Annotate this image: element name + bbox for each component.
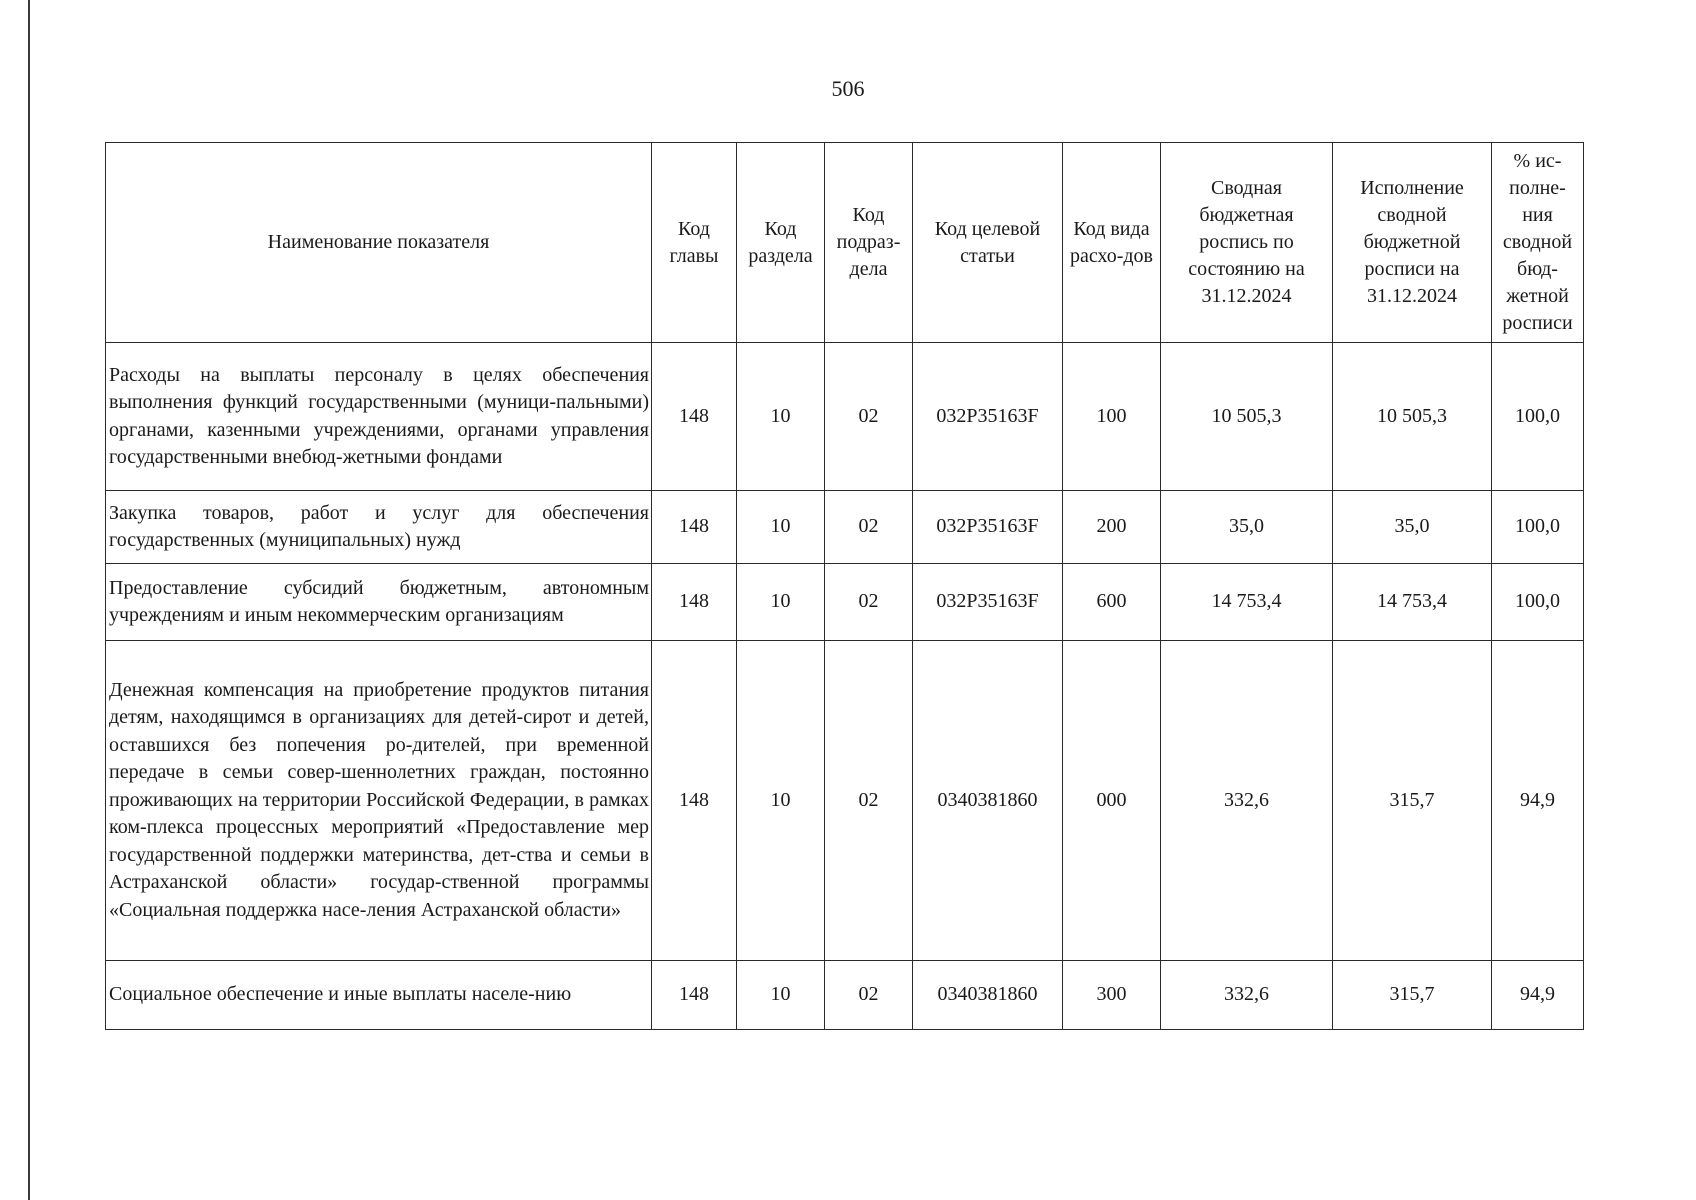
row-budget-value: 35,0: [1161, 491, 1333, 564]
row-target-article-code: 032P35163F: [913, 491, 1063, 564]
row-expense-type-code: 200: [1063, 491, 1161, 564]
row-expense-type-code: 300: [1063, 961, 1161, 1030]
table-row: [106, 491, 1584, 564]
row-execution-value: 10 505,3: [1333, 343, 1492, 491]
row-subsection-code: 02: [825, 491, 913, 564]
header-chapter-code: Код главы: [652, 143, 737, 343]
scan-edge-line: [28, 0, 30, 1200]
row-chapter-code: 148: [652, 641, 737, 961]
row-section-code: 10: [737, 564, 825, 641]
row-subsection-code: 02: [825, 343, 913, 491]
table-row: [106, 564, 1584, 641]
header-budget-list: Сводная бюджетная роспись по состоянию на 31.12.2024: [1161, 143, 1333, 343]
row-target-article-code: 0340381860: [913, 961, 1063, 1030]
row-target-article-code: 0340381860: [913, 641, 1063, 961]
row-percent-value: 94,9: [1492, 961, 1584, 1030]
row-section-code: 10: [737, 961, 825, 1030]
header-name: Наименование показателя: [106, 143, 652, 343]
row-target-article-code: 032P35163F: [913, 343, 1063, 491]
row-subsection-code: 02: [825, 564, 913, 641]
row-section-code: 10: [737, 641, 825, 961]
row-expense-type-code: 000: [1063, 641, 1161, 961]
header-target-article-code: Код целевой статьи: [913, 143, 1063, 343]
row-chapter-code: 148: [652, 491, 737, 564]
row-execution-value: 14 753,4: [1333, 564, 1492, 641]
row-name: Социальное обеспечение и иные выплаты населе-нию: [106, 961, 652, 1030]
row-expense-type-code: 600: [1063, 564, 1161, 641]
row-budget-value: 332,6: [1161, 961, 1333, 1030]
table-row: [106, 641, 1584, 961]
row-percent-value: 100,0: [1492, 343, 1584, 491]
header-expense-type-code: Код вида расхо-дов: [1063, 143, 1161, 343]
row-name: Денежная компенсация на приобретение продуктов питания детям, находящимся в организациях для детей-сирот и детей, оставшихся без попечения ро-дителей, при временной передаче в семьи совер-шеннолетних граждан, постоянно проживающих на территории Российской Федерации, в рамках ком-плекса процессных мероприятий «Предоставление мер государственной поддержки материнства, дет-ства и семьи в Астраханской области» государ-ственной программы «Социальная поддержка насе-ления Астраханской области»: [106, 641, 652, 961]
row-section-code: 10: [737, 343, 825, 491]
row-name: Предоставление субсидий бюджетным, автономным учреждениям и иным некоммерческим организациям: [106, 564, 652, 641]
page-number: 506: [831, 76, 865, 101]
row-execution-value: 35,0: [1333, 491, 1492, 564]
row-name: Расходы на выплаты персоналу в целях обеспечения выполнения функций государственными (муници-пальными) органами, казенными учреждениями, органами управления государственными внебюд-жетными фондами: [106, 343, 652, 491]
row-percent-value: 100,0: [1492, 564, 1584, 641]
row-name: Закупка товаров, работ и услуг для обеспечения государственных (муниципальных) нужд: [106, 491, 652, 564]
table-header-row: [106, 143, 1584, 343]
header-section-code: Код раздела: [737, 143, 825, 343]
row-budget-value: 10 505,3: [1161, 343, 1333, 491]
header-percent-execution: % ис-полне-ния сводной бюд-жетной росписи: [1492, 143, 1584, 343]
table-row: [106, 343, 1584, 491]
row-chapter-code: 148: [652, 564, 737, 641]
row-expense-type-code: 100: [1063, 343, 1161, 491]
row-budget-value: 332,6: [1161, 641, 1333, 961]
row-percent-value: 100,0: [1492, 491, 1584, 564]
row-subsection-code: 02: [825, 961, 913, 1030]
row-section-code: 10: [737, 491, 825, 564]
row-target-article-code: 032P35163F: [913, 564, 1063, 641]
row-budget-value: 14 753,4: [1161, 564, 1333, 641]
budget-execution-table: [105, 142, 1584, 1030]
header-execution: Исполнение сводной бюджетной росписи на 31.12.2024: [1333, 143, 1492, 343]
row-chapter-code: 148: [652, 961, 737, 1030]
table-row: [106, 961, 1584, 1030]
header-subsection-code: Код подраз-дела: [825, 143, 913, 343]
row-subsection-code: 02: [825, 641, 913, 961]
row-execution-value: 315,7: [1333, 641, 1492, 961]
row-execution-value: 315,7: [1333, 961, 1492, 1030]
row-chapter-code: 148: [652, 343, 737, 491]
row-percent-value: 94,9: [1492, 641, 1584, 961]
